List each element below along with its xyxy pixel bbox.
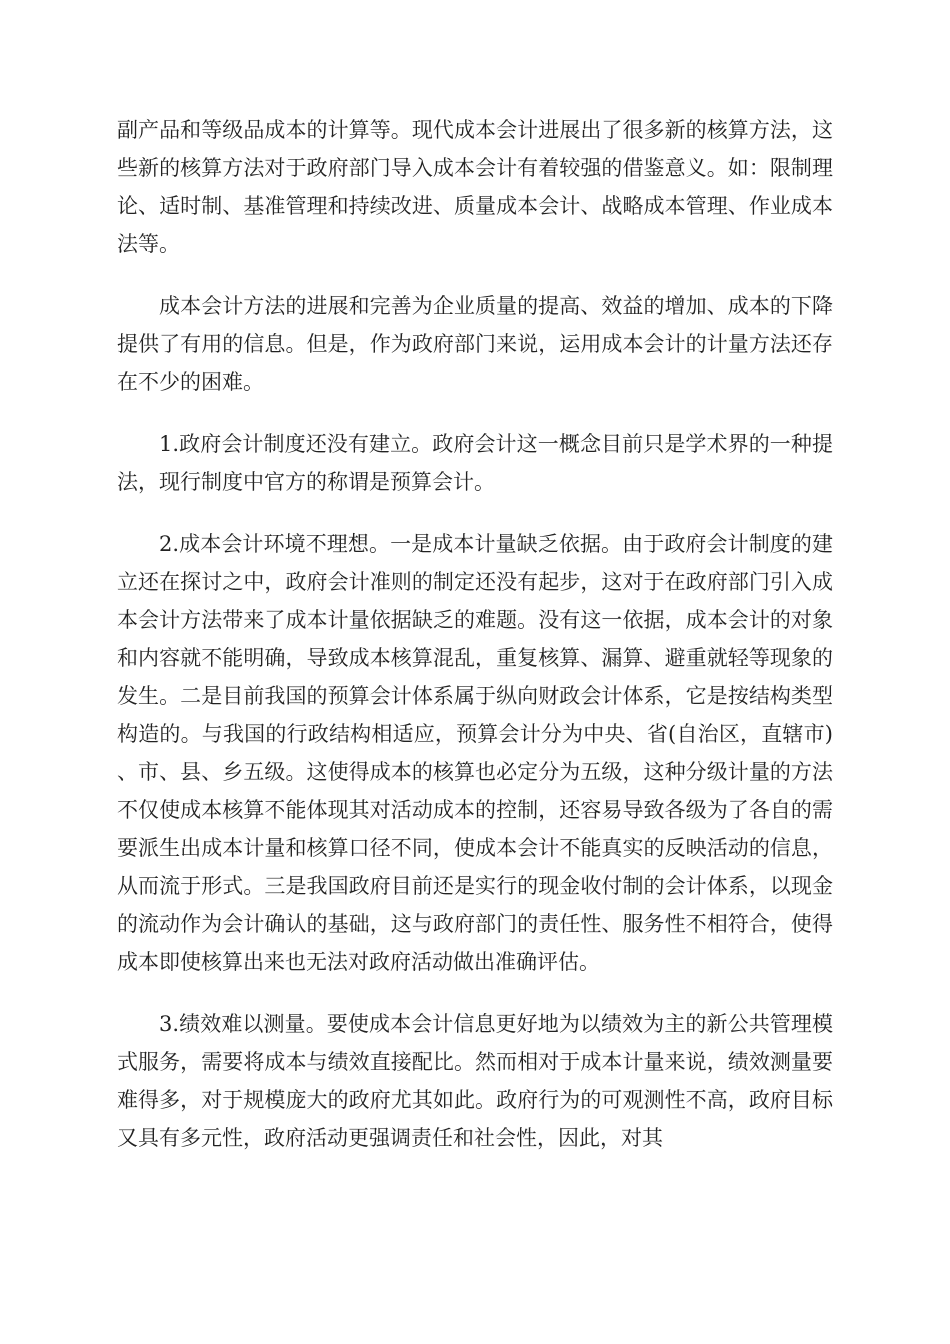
paragraph-item-3: 3.绩效难以测量。要使成本会计信息更好地为以绩效为主的新公共管理模式服务，需要将成本与绩效直接配比。然而相对于成本计量来说，绩效测量要难得多，对于规模庞大的政府尤其如此。政府行为的可观测性不高，政府目标又具有多元性，政府活动更强调责任和社会性，因此，对其 bbox=[117, 1012, 833, 1150]
paragraph-item-2: 2.成本会计环境不理想。一是成本计量缺乏依据。由于政府会计制度的建立还在探讨之中，政府会计准则的制定还没有起步，这对于在政府部门引入成本会计方法带来了成本计量依据缺乏的难题。没有这一依据，成本会计的对象和内容就不能明确，导致成本核算混乱，重复核算、漏算、避重就轻等现象的发生。二是目前我国的预算会计体系属于纵向财政会计体系，它是按结构类型构造的。与我国的行政结构相适应，预算会计分为中央、省(自治区，直辖市)、市、县、乡五级。这使得成本的核算也必定分为五级，这种分级计量的方法不仅使成本核算不能体现其对活动成本的控制，还容易导致各级为了各自的需要派生出成本计量和核算口径不同，使成本会计不能真实的反映活动的信息，从而流于形式。三是我国政府目前还是实行的现金收付制的会计体系，以现金的流动作为会计确认的基础，这与政府部门的责任性、服务性不相符合，使得成本即使核算出来也无法对政府活动做出准确评估。 bbox=[117, 532, 833, 974]
paragraph-cost-accounting-methods: 成本会计方法的进展和完善为企业质量的提高、效益的增加、成本的下降提供了有用的信息。但是，作为政府部门来说，运用成本会计的计量方法还存在不少的困难。 bbox=[117, 294, 833, 394]
paragraph-continuation: 副产品和等级品成本的计算等。现代成本会计进展出了很多新的核算方法，这些新的核算方法对于政府部门导入成本会计有着较强的借鉴意义。如：限制理论、适时制、基准管理和持续改进、质量成本会计、战略成本管理、作业成本法等。 bbox=[117, 118, 833, 256]
paragraph-item-1: 1.政府会计制度还没有建立。政府会计这一概念目前只是学术界的一种提法，现行制度中官方的称谓是预算会计。 bbox=[117, 432, 833, 494]
